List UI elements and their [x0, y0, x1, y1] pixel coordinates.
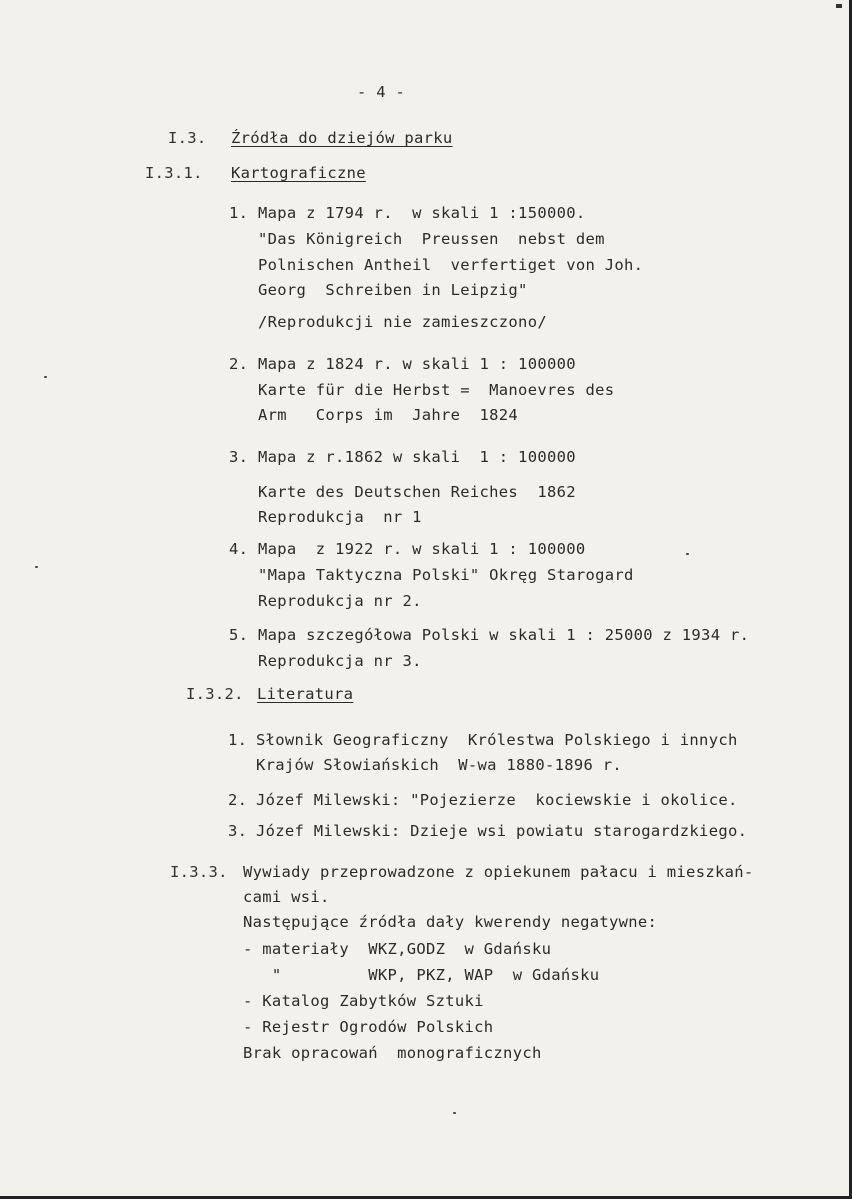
scan-mark-corner	[836, 4, 842, 8]
subsection-number: I.3.3.	[170, 863, 228, 881]
item-number: 2.	[228, 791, 248, 809]
item-line: Krajów Słowiańskich W-wa 1880-1896 r.	[256, 756, 623, 774]
item-line: Mapa szczegółowa Polski w skali 1 : 25000 z 1934 r.	[258, 626, 750, 644]
interview-line: - Katalog Zabytków Sztuki	[243, 992, 484, 1010]
item-line: Józef Milewski: "Pojezierze kociewskie i okolice.	[256, 791, 738, 809]
section-number: I.3.	[168, 129, 207, 147]
item-line: /Reprodukcji nie zamieszczono/	[258, 313, 547, 331]
interview-line: - Rejestr Ogrodów Polskich	[243, 1018, 494, 1036]
item-line: Mapa z 1922 r. w skali 1 : 100000	[258, 540, 586, 558]
item-line: Mapa z r.1862 w skali 1 : 100000	[258, 448, 576, 466]
subsection-title: Literatura	[257, 685, 354, 703]
scan-speck	[35, 566, 38, 568]
interview-line: Wywiady przeprowadzone z opiekunem pałacu i mieszkań-	[243, 863, 754, 881]
item-number: 4.	[229, 540, 249, 558]
scan-speck	[453, 1112, 456, 1114]
item-number: 2.	[229, 355, 249, 373]
scan-speck	[686, 553, 689, 555]
scan-speck	[44, 376, 47, 378]
subsection-number: I.3.1.	[145, 164, 203, 182]
item-line: Reprodukcja nr 3.	[258, 652, 422, 670]
interview-line: - materiały WKZ,GODZ w Gdańsku	[243, 940, 552, 958]
subsection-number: I.3.2.	[186, 685, 244, 703]
item-line: Karte des Deutschen Reiches 1862	[258, 483, 576, 501]
item-number: 3.	[229, 448, 249, 466]
interview-line: Następujące źródła dały kwerendy negatywne:	[243, 913, 658, 931]
item-number: 5.	[229, 626, 249, 644]
subsection-title: Kartograficzne	[231, 164, 366, 182]
item-line: Słownik Geograficzny Królestwa Polskiego i innych	[256, 731, 738, 749]
item-line: Mapa z 1824 r. w skali 1 : 100000	[258, 355, 576, 373]
item-line: "Mapa Taktyczna Polski" Okręg Starogard	[258, 566, 634, 584]
item-line: Józef Milewski: Dzieje wsi powiatu starogardzkiego.	[256, 822, 748, 840]
page-number: - 4 -	[357, 83, 406, 101]
item-line: Reprodukcja nr 1	[258, 508, 422, 526]
interview-line: cami wsi.	[243, 888, 330, 906]
item-line: "Das Königreich Preussen nebst dem	[258, 230, 605, 248]
section-title: Źródła do dziejów parku	[231, 129, 453, 147]
item-line: Karte für die Herbst = Manoevres des	[258, 381, 615, 399]
item-line: Georg Schreiben in Leipzig"	[258, 281, 528, 299]
interview-line: " WKP, PKZ, WAP w Gdańsku	[243, 966, 600, 984]
interview-line: Brak opracowań monograficznych	[243, 1044, 542, 1062]
item-line: Arm Corps im Jahre 1824	[258, 406, 519, 424]
item-line: Reprodukcja nr 2.	[258, 592, 422, 610]
item-number: 1.	[229, 204, 249, 222]
item-number: 3.	[228, 822, 248, 840]
item-number: 1.	[228, 731, 248, 749]
item-line: Polnischen Antheil verfertiget von Joh.	[258, 256, 644, 274]
item-line: Mapa z 1794 r. w skali 1 :150000.	[258, 204, 586, 222]
